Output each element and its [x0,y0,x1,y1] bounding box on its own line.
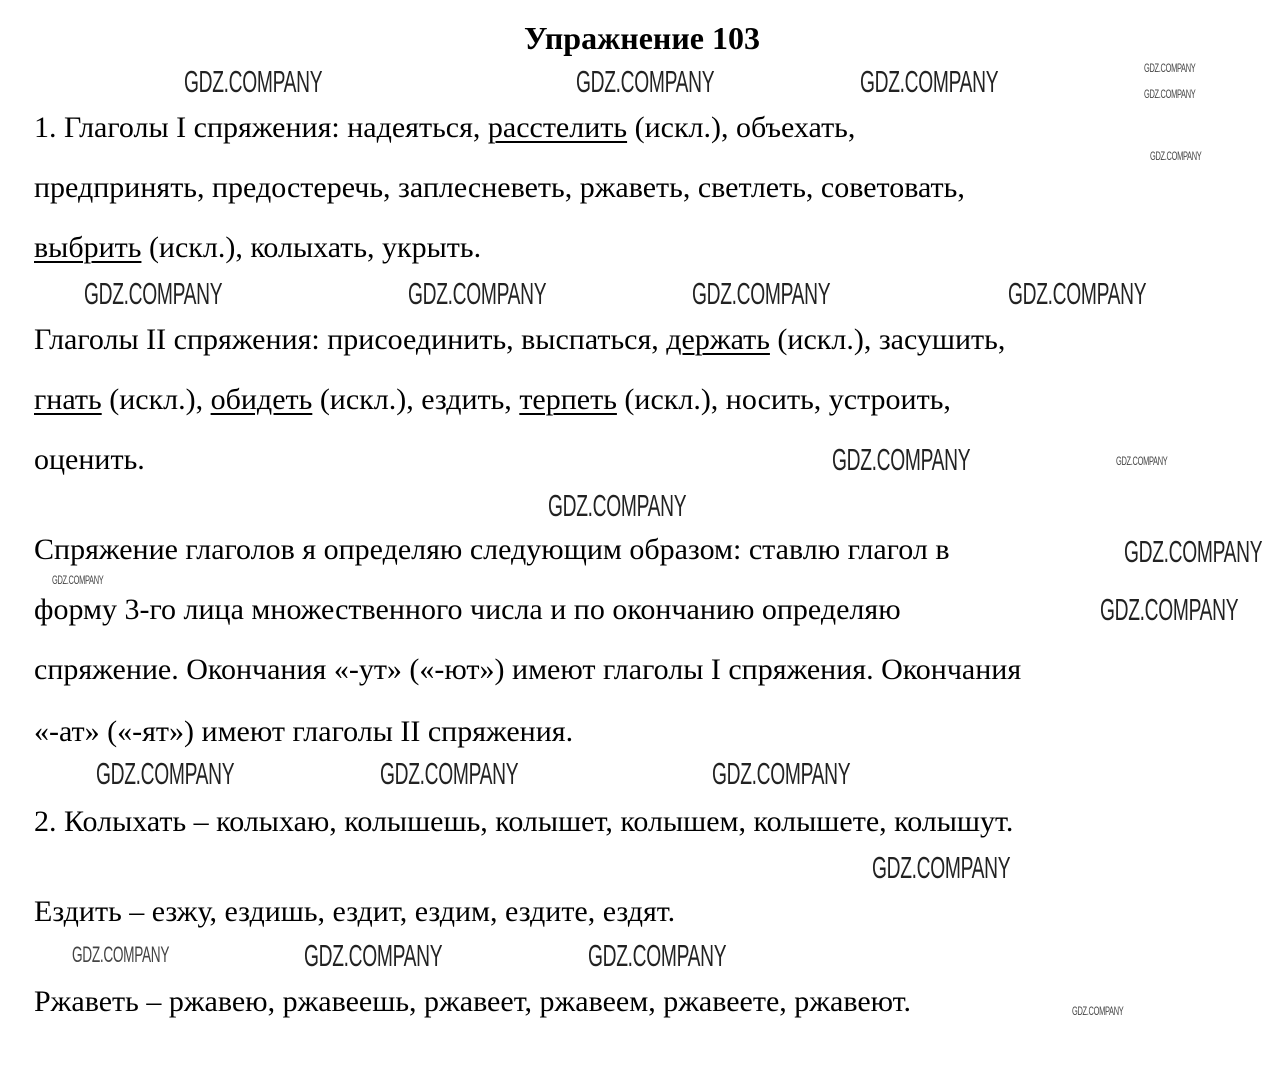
watermark-logo: GDZ.COMPANY [72,942,170,967]
text-line [34,532,949,568]
text-line [34,110,855,146]
watermark-logo: GDZ.COMPANY [712,756,851,791]
watermark-logo: GDZ.COMPANY [1100,592,1239,627]
text-segment: форму 3-го лица множественного числа и по окончанию определяю [34,593,901,626]
watermark-logo: GDZ.COMPANY [1072,1004,1124,1018]
underlined-exception-word: выбрить [34,231,142,264]
text-segment: Глаголы II спряжения: присоединить, выспаться, [34,323,667,356]
watermark-logo: GDZ.COMPANY [872,850,1011,885]
watermark-logo: GDZ.COMPANY [184,64,323,99]
text-segment: (искл.), объехать, [627,111,856,144]
watermark-logo: GDZ.COMPANY [380,756,519,791]
text-segment: спряжение. Окончания «-ут» («-ют») имеют глаголы I спряжения. Окончания [34,653,1022,686]
text-segment: (искл.), ездить, [312,383,520,416]
text-line [34,984,911,1020]
underlined-exception-word: терпеть [519,383,617,416]
watermark-logo: GDZ.COMPANY [588,938,727,973]
text-segment: предпринять, предостеречь, заплесневеть, ржаветь, светлеть, советовать, [34,171,965,204]
text-segment: (искл.), засушить, [769,323,1006,356]
underlined-exception-word: расстелить [487,111,628,144]
watermark-logo: GDZ.COMPANY [1144,61,1196,75]
watermark-logo: GDZ.COMPANY [1008,276,1147,311]
watermark-logo: GDZ.COMPANY [1124,534,1263,569]
text-segment: Ездить – езжу, ездишь, ездит, ездим, ездите, ездят. [34,895,676,928]
text-line [34,592,901,628]
watermark-logo: GDZ.COMPANY [832,442,971,477]
watermark-logo: GDZ.COMPANY [548,488,687,523]
text-line [34,322,1005,358]
underlined-exception-word: гнать [34,383,102,416]
watermark-logo: GDZ.COMPANY [1144,87,1196,101]
text-line [34,170,965,206]
text-line [34,804,1013,840]
text-segment: 2. Колыхать – колыхаю, колышешь, колышет, колышем, колышете, колышут. [34,805,1014,838]
underlined-exception-word: держать [666,323,770,356]
text-line [34,894,675,930]
watermark-logo: GDZ.COMPANY [1116,454,1168,468]
page-title: Упражнение 103 [523,20,760,56]
text-segment: (искл.), носить, устроить, [616,383,951,416]
text-line [34,652,1021,688]
text-segment: Ржаветь – ржавею, ржавеешь, ржавеет, ржавеем, ржавеете, ржавеют. [34,985,912,1018]
watermark-logo: GDZ.COMPANY [1150,149,1202,163]
watermark-logo: GDZ.COMPANY [860,64,999,99]
text-line [34,714,573,750]
text-line [34,230,481,266]
watermark-logo: GDZ.COMPANY [408,276,547,311]
text-segment: (искл.), колыхать, укрыть. [141,231,482,264]
watermark-logo: GDZ.COMPANY [96,756,235,791]
text-segment: «-ат» («-ят») имеют глаголы II спряжения. [34,715,574,748]
text-segment: Спряжение глаголов я определяю следующим образом: ставлю глагол в [34,533,950,566]
underlined-exception-word: обидеть [210,383,313,416]
text-segment: оценить. [34,443,145,476]
watermark-logo: GDZ.COMPANY [304,938,443,973]
watermark-logo: GDZ.COMPANY [84,276,223,311]
text-line [34,442,145,478]
text-segment: (искл.), [101,383,211,416]
watermark-logo: GDZ.COMPANY [692,276,831,311]
text-segment: 1. Глаголы I спряжения: надеяться, [34,111,488,144]
text-line [34,382,951,418]
watermark-logo: GDZ.COMPANY [52,573,104,587]
watermark-logo: GDZ.COMPANY [576,64,715,99]
